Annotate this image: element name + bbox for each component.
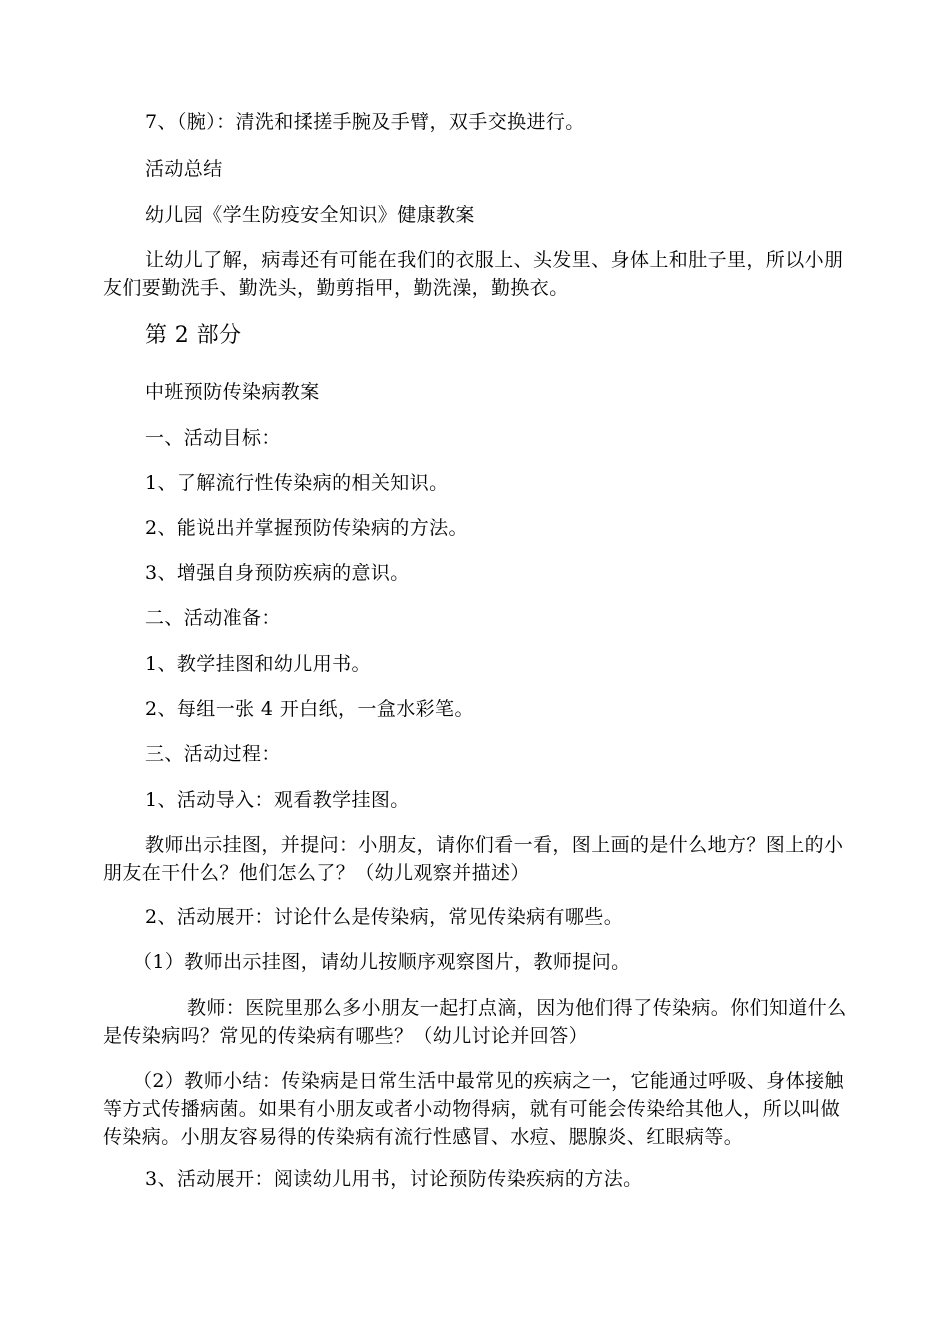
preparation-1: 1、教学挂图和幼儿用书。 [145, 653, 371, 675]
goal-3: 3、增强自身预防疾病的意识。 [145, 562, 410, 584]
lesson-plan-title: 幼儿园《学生防疫安全知识》健康教案 [145, 204, 475, 226]
activity-summary-heading: 活动总结 [145, 158, 223, 180]
teacher-explanation: 教师：医院里那么多小朋友一起打点滴，因为他们得了传染病。你们知道什么是传染病吗？常见的传染病有哪些？（幼儿讨论并回答） [103, 997, 847, 1047]
step-7-wrist: 7、（腕）：清洗和揉搓手腕及手臂，双手交换进行。 [145, 111, 585, 133]
process-step-2-item-1: （1）教师出示挂图，请幼儿按顺序观察图片，教师提问。 [133, 951, 631, 973]
part-2-heading: 第 2 部分 [145, 323, 242, 348]
middle-class-lesson-title: 中班预防传染病教案 [145, 381, 320, 403]
section-process-heading: 三、活动过程： [145, 743, 281, 765]
goal-1: 1、了解流行性传染病的相关知识。 [145, 472, 449, 494]
goal-2: 2、能说出并掌握预防传染病的方法。 [145, 517, 468, 539]
section-preparation-heading: 二、活动准备： [145, 607, 281, 629]
process-step-3: 3、活动展开：阅读幼儿用书，讨论预防传染疾病的方法。 [145, 1168, 643, 1190]
section-goals-heading: 一、活动目标： [145, 427, 281, 449]
teacher-summary: （2）教师小结：传染病是日常生活中最常见的疾病之一，它能通过呼吸、身体接触等方式传播病菌。如果有小朋友或者小动物得病，就有可能会传染给其他人，所以叫做传染病。小朋友容易得的传染病有流行性感冒、水痘、腮腺炎、红眼病等。 [103, 1070, 844, 1148]
summary-paragraph: 让幼儿了解，病毒还有可能在我们的衣服上、头发里、身体上和肚子里，所以小朋友们要勤洗手、勤洗头，勤剪指甲，勤洗澡，勤换衣。 [103, 249, 844, 299]
process-step-2: 2、活动展开：讨论什么是传染病，常见传染病有哪些。 [145, 906, 624, 928]
process-step-1-detail: 教师出示挂图，并提问：小朋友，请你们看一看，图上画的是什么地方？图上的小朋友在干什么？他们怎么了？（幼儿观察并描述） [103, 834, 844, 884]
process-step-1: 1、活动导入：观看教学挂图。 [145, 789, 410, 811]
preparation-2: 2、每组一张 4 开白纸，一盒水彩笔。 [145, 698, 474, 720]
